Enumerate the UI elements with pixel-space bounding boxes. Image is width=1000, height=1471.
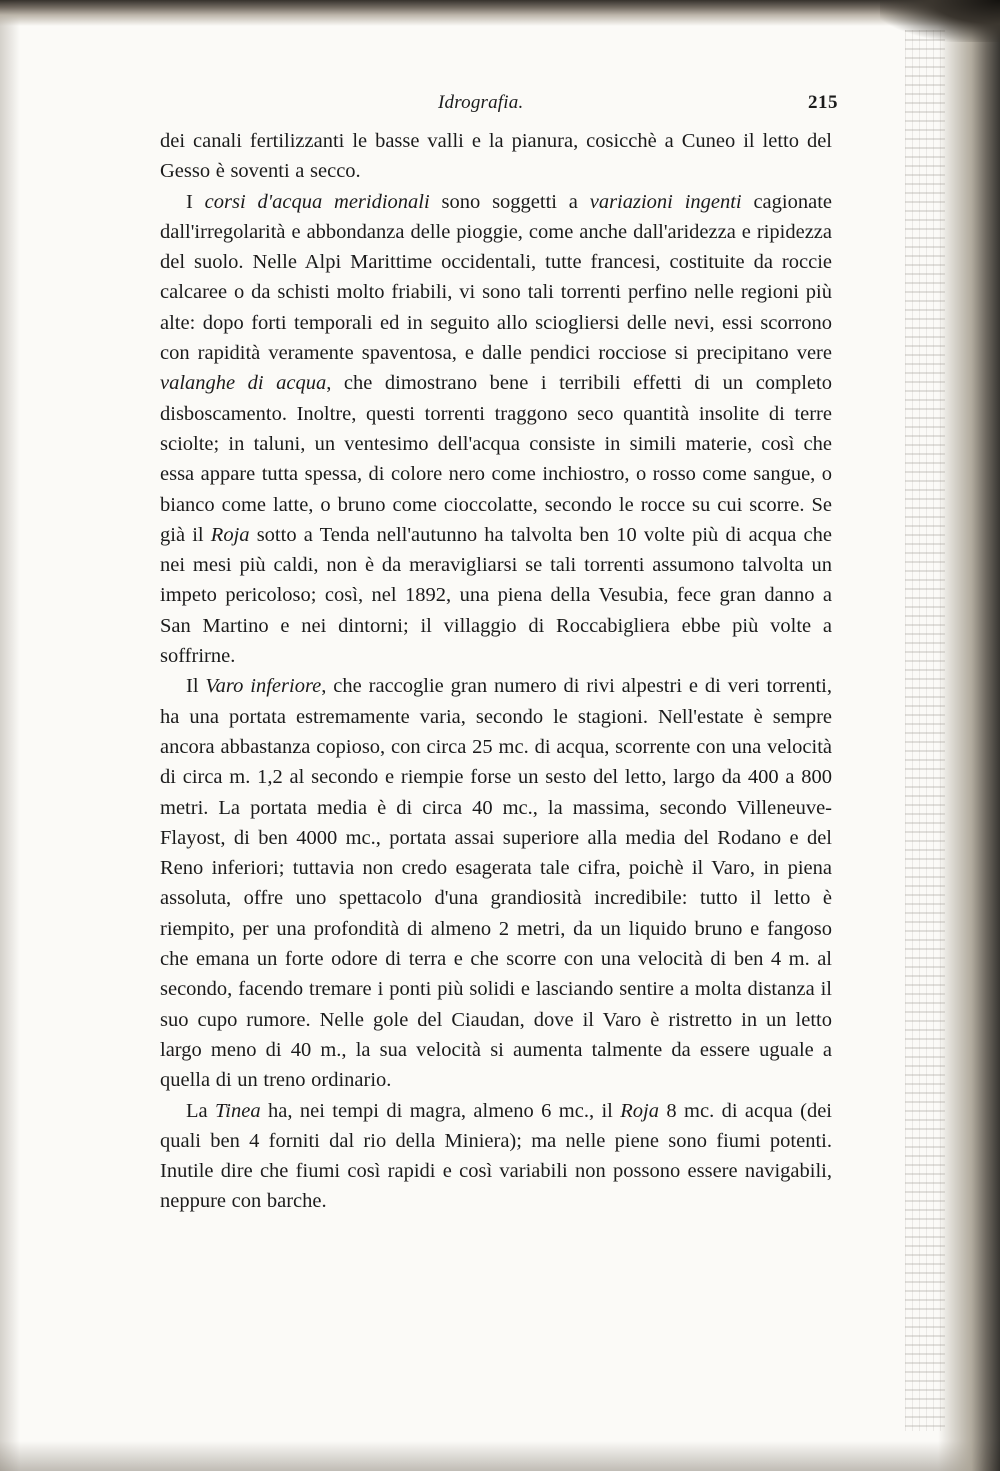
page-left-shadow <box>0 0 20 1471</box>
running-head <box>160 92 838 126</box>
page-title: Idrografia. <box>438 92 524 113</box>
page-right-shadow <box>938 0 1000 1471</box>
body-text <box>160 126 832 1217</box>
page-top-shadow <box>0 0 1000 26</box>
paragraph-2: I corsi d'acqua meridionali sono soggetti a variazioni ingenti cagionate dall'irregolarità e abbondanza delle pioggie, come anche dall'aridezza e ripidezza del suolo. Nelle Alpi Marittime occidentali, tutte francesi, costituite da roccie calcaree o da schisti molto friabili, vi sono tali torrenti perfino nelle regioni più alte: dopo forti temporali ed in seguito allo sciogliersi delle nevi, essi scorrono con rapidità veramente spaventosa, e dalle pendici rocciose si precipitano vere valanghe di acqua, che dimostrano bene i terribili effetti di un completo disboscamento. Inoltre, questi torrenti traggono seco quantità insolite di terre sciolte; in taluni, un ventesimo dell'acqua consiste in simili materie, così che essa appare tutta spessa, di colore nero come inchiostro, o rosso come sangue, o bianco come latte, o bruno come cioccolatte, secondo le rocce su cui scorre. Se già il Roja sotto a Tenda nell'autunno ha talvolta ben 10 volte più di acqua che nei mesi più caldi, non è da meravigliarsi se tali torrenti assumono talvolta un impeto pericoloso; così, nel 1892, una piena della Vesubia, fece gran danno a San Martino e nei dintorni; il villaggio di Roccabigliera ebbe più volte a soffrirne. <box>160 190 832 668</box>
paragraph-4: La Tinea ha, nei tempi di magra, almeno 6 mc., il Roja 8 mc. di acqua (dei quali ben 4 forniti dal rio della Miniera); ma nelle piene sono fiumi potenti. Inutile dire che fiumi così rapidi e così variabili non possono essere navigabili, neppure con barche. <box>160 1099 832 1213</box>
paragraph-3: Il Varo inferiore, che raccoglie gran numero di rivi alpestri e di veri torrenti, ha una portata estremamente varia, secondo le stagioni. Nell'estate è sempre ancora abbastanza copioso, con circa 25 mc. di acqua, scorrente con una velocità di circa m. 1,2 al secondo e riempie forse un sesto del letto, largo da 400 a 800 metri. La portata media è di circa 40 mc., la massima, secondo Villeneuve-Flayost, di ben 4000 mc., portata assai superiore alla media del Rodano e del Reno inferiori; tuttavia non credo esagerata tale cifra, poichè il Varo, in piena assoluta, offre uno spettacolo d'una grandiosità incredibile: tutto il letto è riempito, per una profondità di almeno 2 metri, da un liquido bruno e fangoso che emana un forte odore di terra e che scorre con una velocità di ben 4 m. al secondo, facendo tremare i ponti più solidi e lasciando sentire a molta distanza il suo cupo rumore. Nelle gole del Ciaudan, dove il Varo è ristretto in un letto largo meno di 40 m., la sua velocità si aumenta talmente da essere uguale a quella di un treno ordinario. <box>160 675 832 1092</box>
page-corner-shadow <box>880 0 1000 42</box>
page-number: 215 <box>808 92 838 113</box>
page-bottom-shadow <box>0 1441 1000 1471</box>
paragraph-1: dei canali fertilizzanti le basse valli e la pianura, cosicchè a Cuneo il letto del Gesso è soventi a secco. <box>160 130 832 183</box>
page-content <box>160 92 838 1217</box>
